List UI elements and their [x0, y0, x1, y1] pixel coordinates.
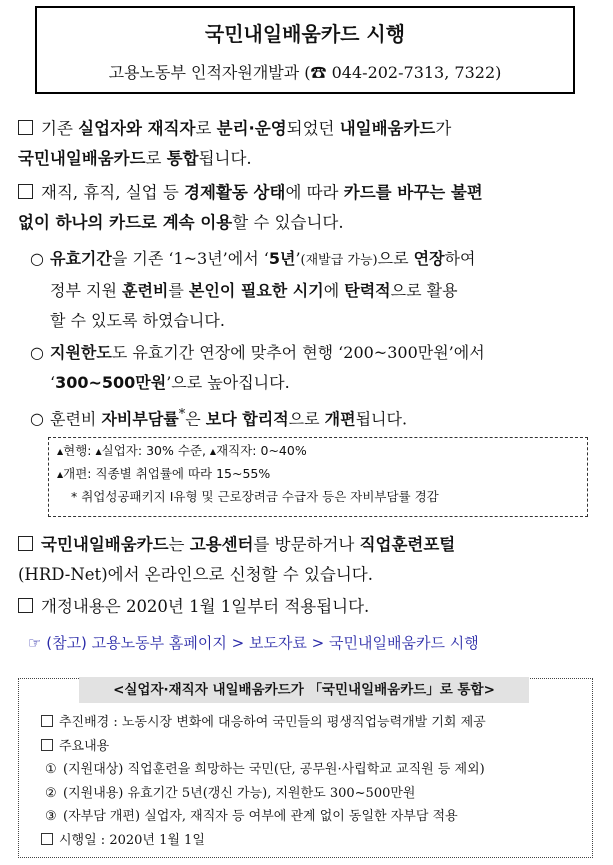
circle-bullet-icon: ○	[30, 343, 44, 362]
text: 기존	[41, 119, 79, 138]
text: 으로 활용	[390, 281, 458, 300]
text: (지원내용) 유효기간 5년(갱신 가능), 지원한도 300~500만원	[63, 785, 416, 801]
text: 할 수 있도록 하였습니다.	[50, 311, 225, 330]
text: 을 기존 ‘1~3년’에서 ‘	[111, 249, 269, 268]
text: 가	[435, 119, 452, 138]
text: 하여	[444, 249, 476, 268]
title-box	[35, 6, 575, 94]
paragraph-application	[18, 530, 595, 590]
text: (자부담 개편) 실업자, 재직자 등 여부에 관계 없이 동일한 자부담 적용	[63, 809, 458, 824]
text: 개정내용은 2020년 1월 1일부터 적용됩니다.	[41, 597, 370, 616]
text: 으로	[377, 249, 414, 268]
bold-text: 고용센터	[189, 535, 254, 554]
text: 정부 지원	[50, 281, 122, 300]
summary-item	[41, 782, 586, 806]
text: 으로	[288, 409, 325, 429]
checkbox-square-icon	[41, 833, 53, 845]
circled-number: ②	[45, 785, 57, 801]
bold-text: 자비부담률	[101, 409, 179, 429]
phone-icon: ☎	[310, 63, 327, 82]
summary-date	[41, 829, 586, 853]
bold-text: 직업훈련포털	[359, 535, 456, 554]
summary-heading: <실업자·재직자 내일배움카드가 「국민내일배움카드」로 통합>	[79, 677, 529, 703]
text: 재직자: 0~40%	[216, 443, 307, 458]
text: 주요내용	[59, 738, 110, 754]
note-line-current	[57, 440, 579, 463]
bold-text: 없이 하나의 카드로 계속 이용	[18, 213, 233, 232]
triangle-bullet-icon: ▲	[57, 447, 64, 456]
checkbox-square-icon	[41, 715, 53, 727]
bold-text: 300~500만원	[55, 373, 167, 392]
text: 재직, 휴직, 실업 등	[41, 183, 185, 202]
summary-item	[41, 758, 586, 782]
bold-text: 통합	[166, 149, 199, 168]
paragraph-integration	[18, 114, 595, 174]
bold-text: 유효기간	[50, 249, 112, 268]
text: 를	[168, 281, 189, 300]
summary-item	[41, 805, 586, 829]
text: ’	[295, 249, 301, 268]
checkbox-square-icon	[18, 120, 33, 135]
sub-support-limit	[30, 338, 595, 398]
self-pay-note-box	[48, 437, 588, 517]
text: 현행:	[63, 443, 96, 458]
triangle-bullet-icon: ▲	[95, 447, 102, 456]
department-name: 고용노동부 인적자원개발과 (	[108, 63, 311, 82]
triangle-bullet-icon: ▲	[209, 447, 217, 456]
bold-text: 내일배움카드	[339, 119, 436, 138]
text: 를 방문하거나	[253, 535, 360, 554]
text: ’으로 높아집니다.	[166, 373, 290, 392]
checkbox-square-icon	[18, 598, 33, 613]
circle-bullet-icon: ○	[30, 409, 44, 429]
text: 도 유효기간 연장에 맞추어 현행 ‘200~300만원’에서	[111, 343, 485, 362]
paragraph-one-card	[18, 178, 595, 238]
text: (HRD-Net)에서 온라인으로 신청할 수 있습니다.	[18, 565, 373, 584]
pointing-hand-icon: ☞	[28, 634, 42, 652]
bold-text: 국민내일배움카드	[41, 535, 169, 554]
text: 에	[323, 281, 345, 300]
bold-text: 개편	[324, 409, 356, 429]
sub-self-pay-rate	[30, 400, 595, 434]
checkbox-square-icon	[18, 536, 33, 551]
reference-text[interactable]: (참고) 고용노동부 홈페이지 > 보도자료 > 국민내일배움카드 시행	[41, 634, 479, 652]
text: 시행일 : 2020년 1월 1일	[59, 832, 205, 848]
text: 추진배경 : 노동시장 변화에 대응하여 국민들의 평생직업능력개발 기회 제공	[59, 715, 486, 730]
text: (지원대상) 직업훈련을 희망하는 국민(단, 공무원·사립학교 교직원 등 제외)	[63, 762, 485, 777]
circled-number: ①	[45, 762, 57, 777]
checkbox-square-icon	[41, 739, 53, 751]
text: ‘	[50, 373, 56, 392]
text: 됩니다.	[198, 149, 252, 168]
bold-text: 실업자와 재직자	[78, 119, 196, 138]
text: 됩니다.	[355, 409, 408, 429]
bold-text: 경제활동 상태	[184, 183, 286, 202]
text: 개편: 직종별 취업률에 따라 15~55%	[63, 466, 271, 481]
sub-validity-period	[30, 244, 595, 336]
text: 은	[185, 409, 206, 429]
bold-text: 탄력적	[344, 281, 391, 300]
checkbox-square-icon	[18, 184, 33, 199]
text: 로	[145, 149, 167, 168]
note-line-reform	[57, 463, 579, 486]
text: 로	[195, 119, 217, 138]
text: 할 수 있습니다.	[232, 213, 344, 232]
text: 실업자: 30% 수준,	[101, 443, 210, 458]
bold-text: 카드를 바꾸는 불편	[343, 183, 483, 202]
circle-bullet-icon: ○	[30, 249, 44, 268]
small-text: (재발급 가능)	[300, 253, 378, 268]
bold-text: 본인이 필요한 시기	[188, 281, 324, 300]
bold-text: 분리·운영	[216, 119, 287, 138]
summary-box	[18, 678, 593, 858]
bold-text: 보다 합리적	[205, 409, 289, 429]
bold-text: 지원한도	[50, 343, 112, 362]
summary-background	[41, 711, 586, 735]
summary-main	[41, 735, 586, 759]
bold-text: 연장	[413, 249, 445, 268]
triangle-bullet-icon: ▲	[57, 470, 64, 479]
circled-number: ③	[45, 809, 57, 824]
text: 훈련비	[50, 409, 102, 429]
page-title: 국민내일배움카드 시행	[204, 22, 406, 46]
text: 에 따라	[285, 183, 344, 202]
department-contact	[37, 60, 573, 83]
reference-link[interactable]	[28, 632, 479, 653]
note-line-footnote: * 취업성공패키지 Ⅰ유형 및 근로장려금 수급자 등은 자비부담률 경감	[71, 489, 439, 504]
phone-number: 044-202-7313, 7322)	[326, 63, 502, 82]
paragraph-effective-date	[18, 592, 595, 622]
footnote-mark: *	[178, 407, 186, 422]
text: 되었던	[286, 119, 340, 138]
bold-text: 5년	[268, 249, 296, 268]
bold-text: 훈련비	[122, 281, 169, 300]
bold-text: 국민내일배움카드	[18, 149, 146, 168]
text: 는	[168, 535, 190, 554]
summary-list	[41, 711, 586, 852]
